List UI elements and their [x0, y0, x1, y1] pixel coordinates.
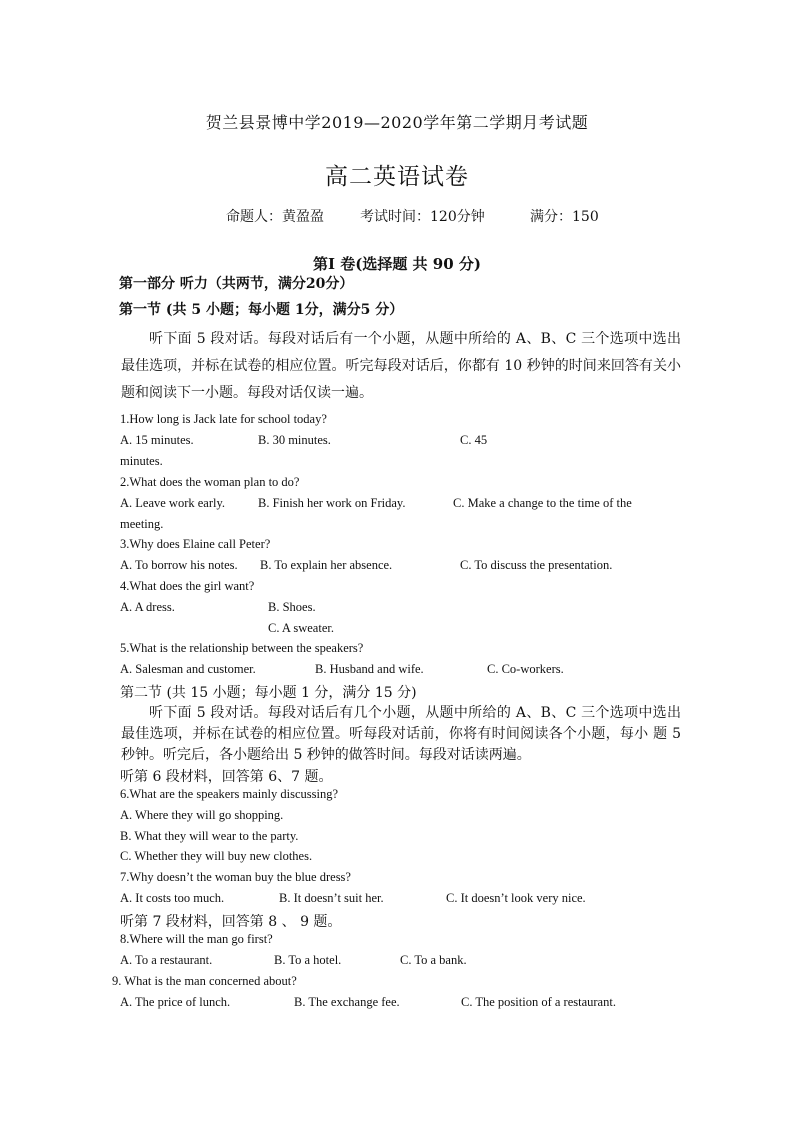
- exam-time: 考试时间：120分钟: [360, 209, 485, 225]
- question-2-option-b: B. Finish her work on Friday.: [258, 496, 406, 510]
- question-3-option-b: B. To explain her absence.: [260, 558, 393, 572]
- question-2-stem: 2.What does the woman plan to do?: [120, 475, 300, 489]
- question-1-option-c: C. 45: [460, 433, 488, 447]
- section1-instructions: 听下面 5 段对话。每段对话后有一个小题，从题中所给的 A、B、C 三个选项中选出最佳选项，并标在试卷的相应位置。听完每段对话后，你都有 10 秒钟的时间来回答有关小题和阅读下一小题。每段对话仅读一遍。: [121, 331, 681, 401]
- question-6-option-b: B. What they will wear to the party.: [120, 829, 299, 843]
- question-9-option-c: C. The position of a restaurant.: [461, 995, 616, 1009]
- question-4-option-a: A. A dress.: [120, 600, 175, 614]
- question-9-option-a: A. The price of lunch.: [120, 995, 231, 1009]
- question-6-option-c: C. Whether they will buy new clothes.: [120, 849, 313, 863]
- question-1-option-a: A. 15 minutes.: [120, 433, 194, 447]
- question-1-option-c-cont: minutes.: [120, 454, 163, 468]
- question-7-option-a: A. It costs too much.: [120, 891, 225, 905]
- question-5-option-a: A. Salesman and customer.: [120, 662, 256, 676]
- question-7-option-b: B. It doesn’t suit her.: [279, 891, 384, 905]
- question-2-option-c-cont: meeting.: [120, 517, 164, 531]
- volume-heading: 第Ⅰ 卷(选择题 共 90 分): [313, 255, 481, 273]
- question-8-stem: 8.Where will the man go first?: [120, 932, 273, 946]
- question-1-stem: 1.How long is Jack late for school today?: [120, 412, 327, 426]
- question-3-option-a: A. To borrow his notes.: [120, 558, 238, 572]
- part1-heading: 第一部分 听力（共两节，满分20分）: [119, 276, 354, 292]
- question-3-option-c: C. To discuss the presentation.: [460, 558, 613, 572]
- question-7-option-c: C. It doesn’t look very nice.: [446, 891, 586, 905]
- material-7-note: 听第 7 段材料，回答第 8 、 9 题。: [120, 914, 342, 930]
- question-4-option-c: C. A sweater.: [268, 621, 334, 635]
- question-2-option-c: C. Make a change to the time of the: [453, 496, 632, 510]
- question-8-option-c: C. To a bank.: [400, 953, 467, 967]
- school-line: 贺兰县景博中学2019—2020学年第二学期月考试题: [205, 113, 589, 132]
- question-3-stem: 3.Why does Elaine call Peter?: [120, 537, 271, 551]
- section2-instructions: 听下面 5 段对话。每段对话后有几个小题，从题中所给的 A、B、C 三个选项中选出最佳选项，并标在试卷的相应位置。听每段对话前，你将有时间阅读各个小题，每小 题 5 秒钟。听完后，各小题给出 5 秒钟的做答时间。每段对话读两遍。: [121, 705, 681, 763]
- question-4-option-b: B. Shoes.: [268, 600, 316, 614]
- question-8-option-b: B. To a hotel.: [274, 953, 342, 967]
- full-score: 满分：150: [530, 209, 599, 225]
- question-5-option-c: C. Co-workers.: [487, 662, 564, 676]
- question-2-option-a: A. Leave work early.: [120, 496, 226, 510]
- section1-heading: 第一节 (共 5 小题；每小题 1分，满分5 分）: [119, 302, 404, 318]
- material-6-note: 听第 6 段材料，回答第 6、7 题。: [120, 769, 333, 785]
- question-6-option-a: A. Where they will go shopping.: [120, 808, 284, 822]
- question-6-stem: 6.What are the speakers mainly discussing?: [120, 787, 338, 801]
- question-5-stem: 5.What is the relationship between the speakers?: [120, 641, 364, 655]
- question-4-stem: 4.What does the girl want?: [120, 579, 255, 593]
- page-title: 高二英语试卷: [325, 164, 469, 190]
- question-8-option-a: A. To a restaurant.: [120, 953, 213, 967]
- section2-heading: 第二节 (共 15 小题；每小题 1 分，满分 15 分): [120, 685, 417, 701]
- question-5-option-b: B. Husband and wife.: [315, 662, 424, 676]
- question-1-option-b: B. 30 minutes.: [258, 433, 331, 447]
- question-9-option-b: B. The exchange fee.: [294, 995, 400, 1009]
- author-line: 命题人：黄盈盈: [226, 209, 324, 225]
- question-7-stem: 7.Why doesn’t the woman buy the blue dress?: [120, 870, 351, 884]
- question-9-stem: 9. What is the man concerned about?: [112, 974, 297, 988]
